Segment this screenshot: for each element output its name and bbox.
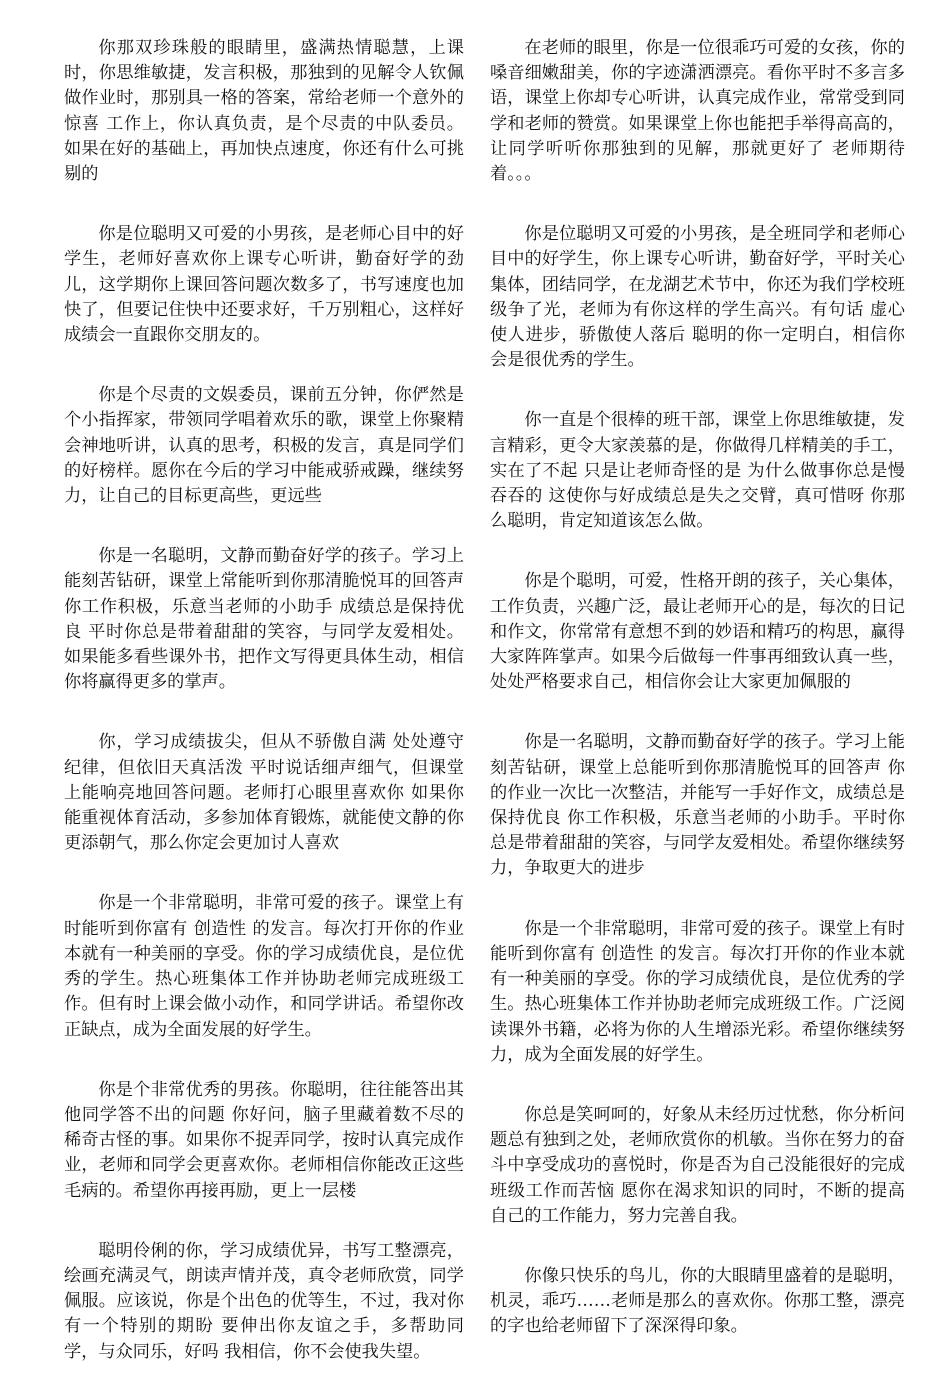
comment-paragraph: 你，学习成绩拔尖，但从不骄傲自满 处处遵守纪律，但依旧天真活泼 平时说话细声细气，但课堂上能响亮地回答问题。老师打心眼里喜欢你 如果你能重视体育活动，多参加体育锻炼，就能使文静的你更添朝气，那么你定会更加讨人喜欢 bbox=[64, 732, 464, 854]
comment-paragraph: 你是个非常优秀的男孩。你聪明，往往能答出其他同学答不出的问题 你好问，脑子里藏着数不尽的稀奇古怪的事。如果你不捉弄同学，按时认真完成作业，老师和同学会更喜欢你。老师相信你能改正这些毛病的。希望你再接再励，更上一层楼 bbox=[64, 1079, 464, 1201]
comment-paragraph: 你是一个非常聪明，非常可爱的孩子。课堂上有时能听到你富有 创造性 的发言。每次打开你的作业本就有一种美丽的享受。你的学习成绩优良，是位优秀的学生。热心班集体工作并协助老师完成班级工作。但有时上课会做小动作，和同学讲话。希望你改正缺点，成为全面发展的好学生。 bbox=[64, 893, 464, 1040]
comment-paragraph: 你是位聪明又可爱的小男孩，是全班同学和老师心目中的好学生，你上课专心听讲，勤奋好学，平时关心集体，团结同学，在龙湖艺术节中，你还为我们学校班级争了光，老师为有你这样的学生高兴。有句话 虚心使人进步，骄傲使人落后 聪明的你一定明白，相信你会是很优秀的学生。 bbox=[490, 224, 905, 371]
comment-paragraph: 你总是笑呵呵的，好象从未经历过忧愁，你分析问题总有独到之处，老师欣赏你的机敏。当你在努力的奋斗中享受成功的喜悦时，你是否为自己没能很好的完成班级工作而苦恼 愿你在渴求知识的同时，不断的提高自己的工作能力，努力完善自我。 bbox=[490, 1104, 905, 1226]
comment-paragraph: 聪明伶俐的你，学习成绩优异，书写工整漂亮，绘画充满灵气，朗读声情并茂，真令老师欣赏，同学佩服。应该说，你是个出色的优等生，不过，我对你有一个特别的期盼 要伸出你友谊之手，多帮助同学，与众同乐，好吗 我相信，你不会使我失望。 bbox=[64, 1240, 464, 1362]
comment-paragraph: 你一直是个很棒的班干部，课堂上你思维敏捷，发言精彩，更令大家羡慕的是，你做得几样精美的手工，实在了不起 只是让老师奇怪的是 为什么做事你总是慢吞吞的 这使你与好成绩总是失之交臂，真可惜呀 你那么聪明，肯定知道该怎么做。 bbox=[490, 410, 905, 532]
comment-paragraph: 你像只快乐的鸟儿，你的大眼睛里盛着的是聪明，机灵，乖巧……老师是那么的喜欢你。你那工整，漂亮的字也给老师留下了深深得印象。 bbox=[490, 1265, 905, 1337]
right-column bbox=[490, 36, 905, 1375]
comment-paragraph: 你是位聪明又可爱的小男孩，是老师心目中的好学生，老师好喜欢你上课专心听讲，勤奋好学的劲儿，这学期你上课回答问题次数多了，书写速度也加快了，但要记住快中还要求好，千万别粗心，这样好成绩会一直跟你交朋友的。 bbox=[64, 224, 464, 346]
comment-paragraph: 你是个聪明，可爱，性格开朗的孩子，关心集体，工作负责，兴趣广泛，最让老师开心的是，每次的日记和作文，你常常有意想不到的妙语和精巧的构思，赢得大家阵阵掌声。如果今后做每一件事再细致认真一些，处处严格要求自己，相信你会让大家更加佩服的 bbox=[490, 571, 905, 693]
left-column bbox=[64, 36, 464, 1400]
comment-paragraph: 你是一名聪明，文静而勤奋好学的孩子。学习上能刻苦钻研，课堂上总能听到你那清脆悦耳的回答声 你的作业一次比一次整洁，并能写一手好作文，成绩总是保持优良 你工作积极，乐意当老师的小助手。平时你总是带着甜甜的笑容，与同学友爱相处。希望你继续努力，争取更大的进步 bbox=[490, 732, 905, 879]
comment-paragraph: 你是个尽责的文娱委员，课前五分钟，你俨然是个小指挥家，带领同学唱着欢乐的歌，课堂上你聚精会神地听讲，认真的思考，积极的发言，真是同学们的好榜样。愿你在今后的学习中能戒骄戒躁，继续努力，让自己的目标更高些，更远些 bbox=[64, 385, 464, 507]
comment-paragraph: 你是一个非常聪明，非常可爱的孩子。课堂上有时能听到你富有 创造性 的发言。每次打开你的作业本就有一种美丽的享受。你的学习成绩优良，是位优秀的学生。热心班集体工作并协助老师完成班级工作。广泛阅读课外书籍，必将为你的人生增添光彩。希望你继续努力，成为全面发展的好学生。 bbox=[490, 918, 905, 1065]
comment-paragraph: 你是一名聪明，文静而勤奋好学的孩子。学习上能刻苦钻研，课堂上常能听到你那清脆悦耳的回答声 你工作积极，乐意当老师的小助手 成绩总是保持优良 平时你总是带着甜甜的笑容，与同学友爱相处。如果能多看些课外书，把作文写得更具体生动，相信你将赢得更多的掌声。 bbox=[64, 546, 464, 693]
comment-paragraph: 在老师的眼里，你是一位很乖巧可爱的女孩，你的嗓音细嫩甜美，你的字迹潇洒漂亮。看你平时不多言多语，课堂上你却专心听讲，认真完成作业，常常受到同学和老师的赞赏。如果课堂上你也能把手举得高高的，让同学听听你那独到的见解，那就更好了 老师期待着。。。 bbox=[490, 38, 905, 185]
comment-paragraph: 你那双珍珠般的眼睛里，盛满热情聪慧，上课时，你思维敏捷，发言积极，那独到的见解令人钦佩 做作业时，那别具一格的答案，常给老师一个意外的惊喜 工作上，你认真负责，是个尽责的中队委员。如果在好的基础上，再加快点速度，你还有什么可挑剔的 bbox=[64, 38, 464, 185]
